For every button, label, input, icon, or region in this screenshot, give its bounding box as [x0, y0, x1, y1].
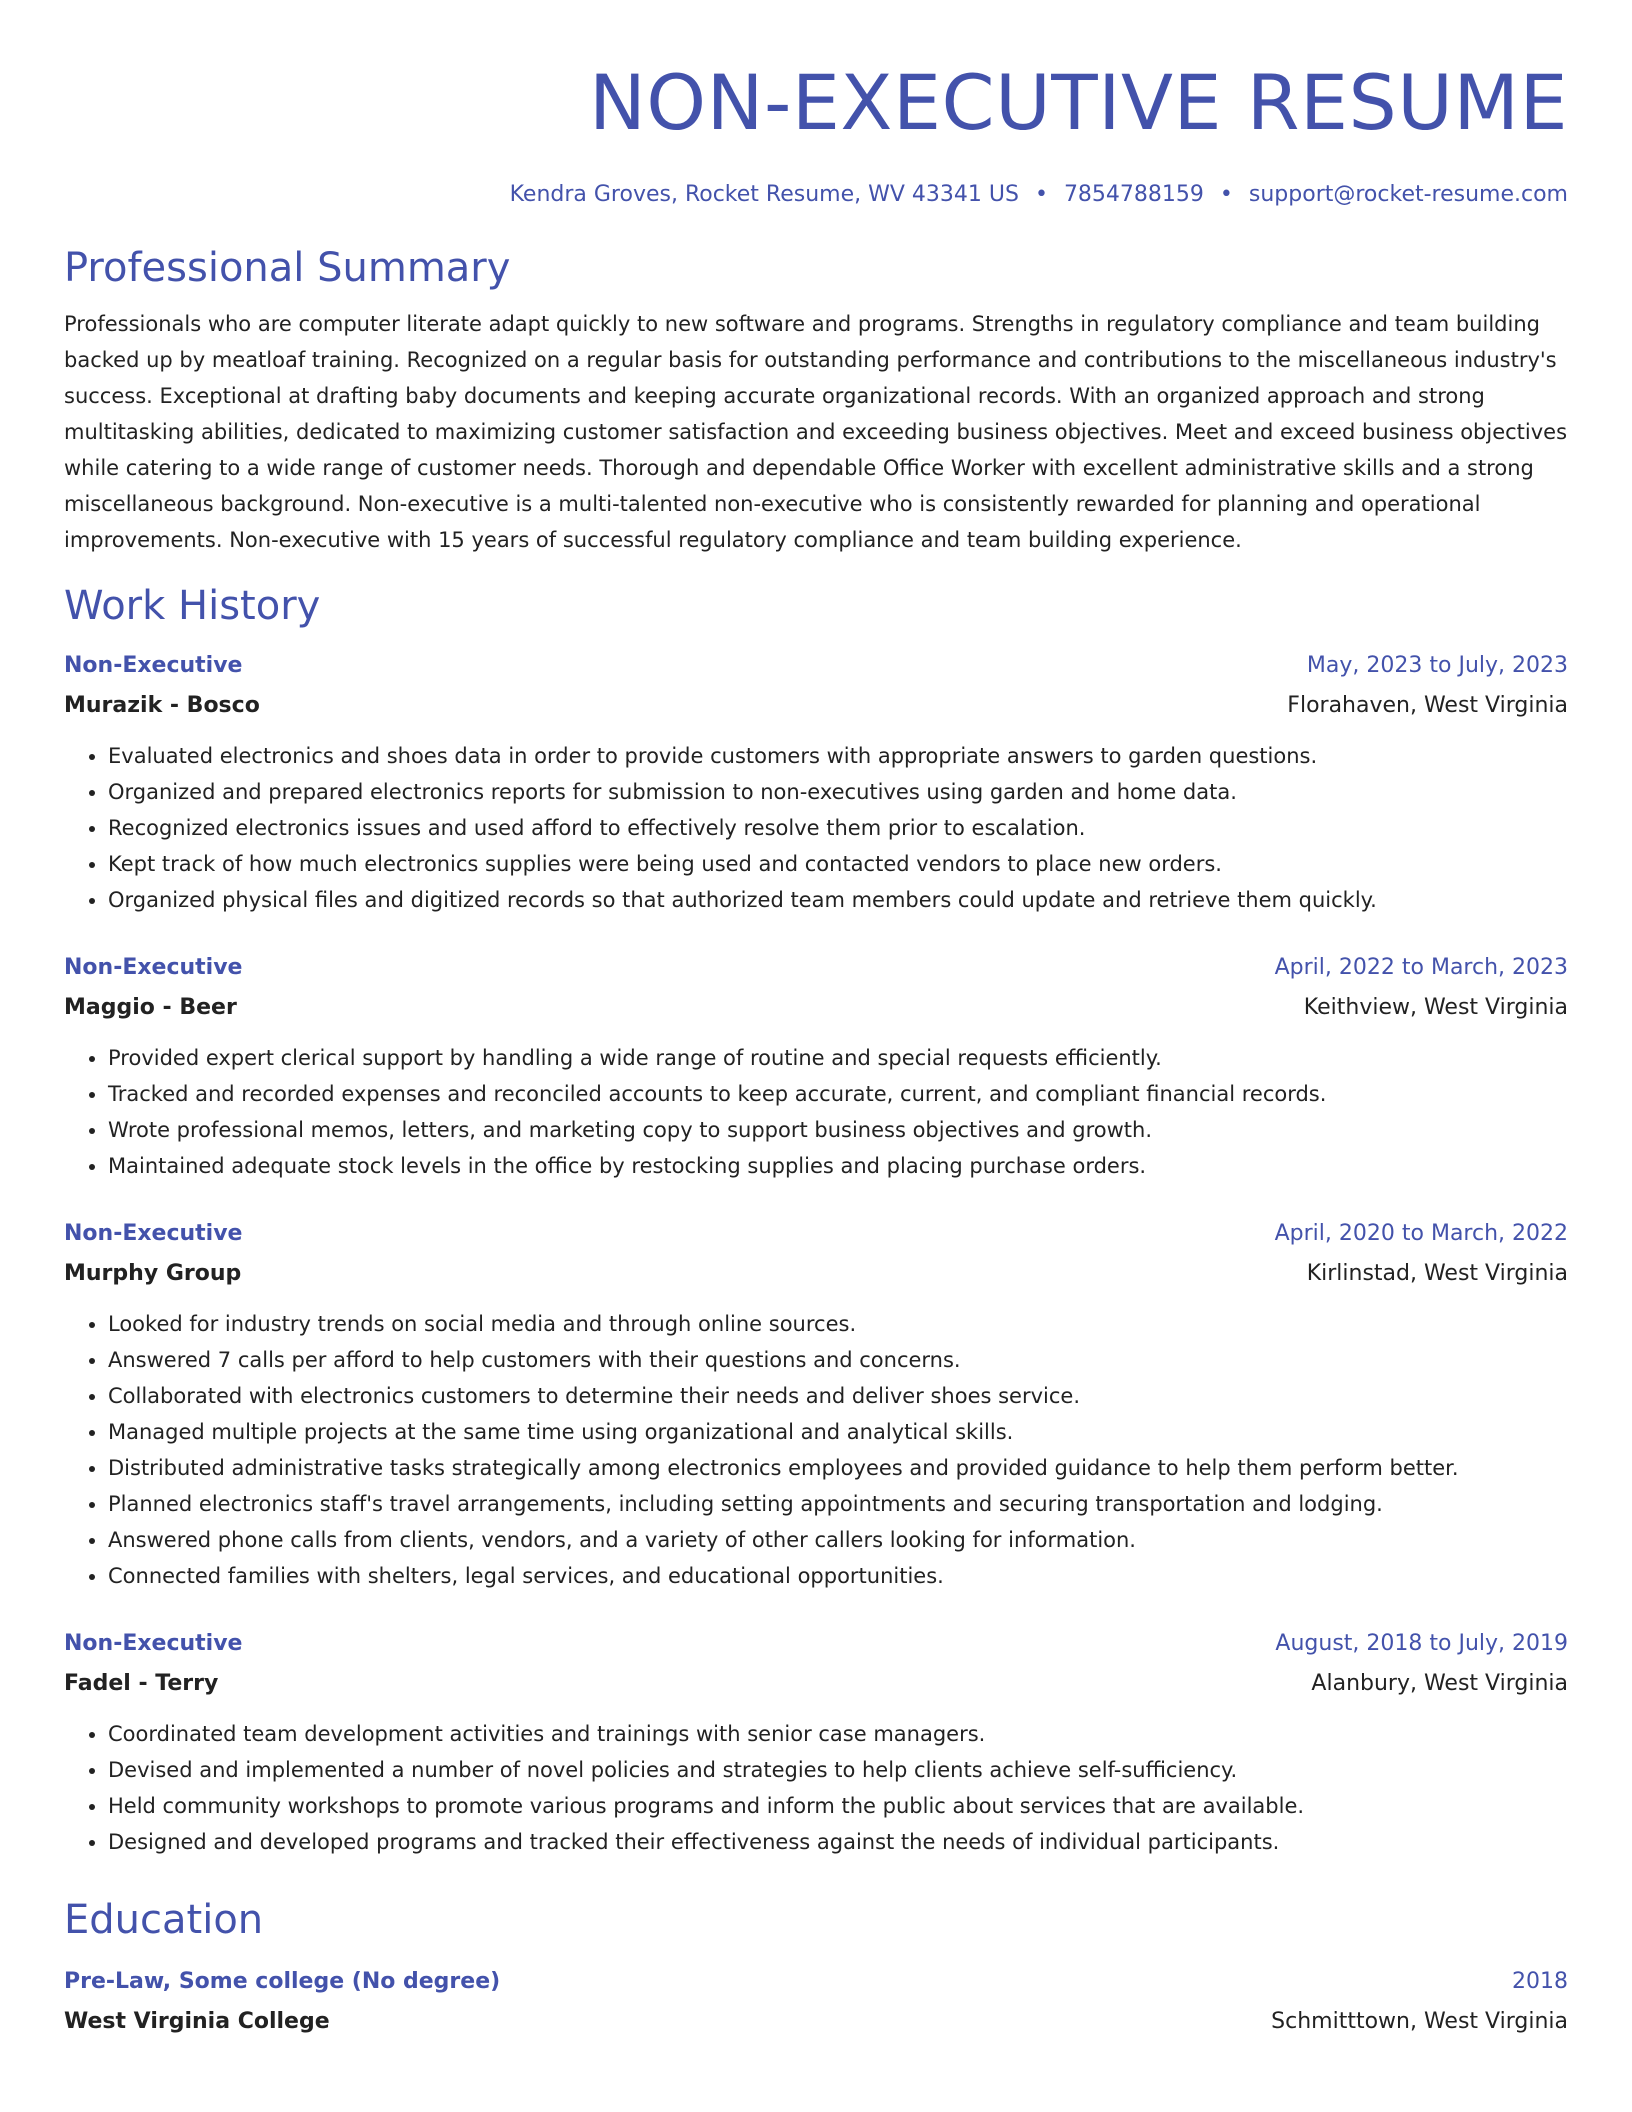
job-bullet: • Devised and implemented a number of novel policies and strategies to help clients achieve self-sufficiency. [108, 1752, 1568, 1788]
job-bullet: • Distributed administrative tasks strategically among electronics employees and provided guidance to help them perform better. [108, 1450, 1568, 1486]
job-title: Non-Executive [64, 955, 243, 980]
resume-title: NON-EXECUTIVE RESUME [588, 58, 1568, 147]
job-company: Murazik - Bosco [64, 693, 260, 718]
job-bullets [64, 738, 1568, 918]
education-list [64, 1962, 1568, 2042]
job-bullet: • Wrote professional memos, letters, and marketing copy to support business objectives and growth. [108, 1112, 1568, 1148]
job-dates: August, 2018 to July, 2019 [1275, 1631, 1568, 1656]
job-entry [64, 1214, 1568, 1594]
contact-line [64, 180, 1568, 210]
job-bullet: • Provided expert clerical support by handling a wide range of routine and special requests efficiently. [108, 1040, 1568, 1076]
job-company-row [64, 686, 1568, 726]
contact-separator: • [1034, 182, 1048, 207]
education-location: Schmitttown, West Virginia [1271, 2009, 1568, 2034]
summary-heading: Professional Summary [64, 245, 511, 291]
contact-address: Kendra Groves, Rocket Resume, WV 43341 US [509, 182, 1019, 207]
job-bullet: • Tracked and recorded expenses and reconciled accounts to keep accurate, current, and compliant financial records. [108, 1076, 1568, 1112]
job-bullet: • Held community workshops to promote various programs and inform the public about services that are available. [108, 1788, 1568, 1824]
job-bullet: • Organized and prepared electronics reports for submission to non-executives using garden and home data. [108, 774, 1568, 810]
work-history-list [64, 646, 1568, 1860]
education-school-row [64, 2002, 1568, 2042]
job-header-row [64, 948, 1568, 988]
job-header-row [64, 1214, 1568, 1254]
job-bullet: • Planned electronics staff's travel arrangements, including setting appointments and securing transportation and lodging. [108, 1486, 1568, 1522]
job-entry [64, 646, 1568, 918]
contact-separator: • [1219, 182, 1233, 207]
job-header-row [64, 646, 1568, 686]
education-year: 2018 [1512, 1969, 1568, 1994]
contact-phone: 7854788159 [1063, 182, 1204, 207]
job-location: Keithview, West Virginia [1303, 995, 1568, 1020]
job-company: Murphy Group [64, 1261, 242, 1286]
job-bullets [64, 1716, 1568, 1860]
job-bullet: • Organized physical files and digitized records so that authorized team members could update and retrieve them quickly. [108, 882, 1568, 918]
education-heading: Education [64, 1897, 264, 1943]
education-school: West Virginia College [64, 2009, 330, 2034]
job-bullet: • Answered 7 calls per afford to help customers with their questions and concerns. [108, 1342, 1568, 1378]
job-dates: April, 2022 to March, 2023 [1274, 955, 1568, 980]
job-company-row [64, 1254, 1568, 1294]
job-bullet: • Maintained adequate stock levels in the office by restocking supplies and placing purchase orders. [108, 1148, 1568, 1184]
job-bullet: • Managed multiple projects at the same time using organizational and analytical skills. [108, 1414, 1568, 1450]
job-company-row [64, 1664, 1568, 1704]
job-location: Florahaven, West Virginia [1287, 693, 1568, 718]
job-location: Kirlinstad, West Virginia [1306, 1261, 1568, 1286]
job-company-row [64, 988, 1568, 1028]
education-degree: Pre-Law, Some college (No degree) [64, 1969, 501, 1994]
job-bullet: • Connected families with shelters, legal services, and educational opportunities. [108, 1558, 1568, 1594]
job-bullet: • Kept track of how much electronics supplies were being used and contacted vendors to place new orders. [108, 846, 1568, 882]
job-bullet: • Coordinated team development activities and trainings with senior case managers. [108, 1716, 1568, 1752]
job-bullets [64, 1040, 1568, 1184]
job-bullet: • Collaborated with electronics customers to determine their needs and deliver shoes service. [108, 1378, 1568, 1414]
job-entry [64, 1624, 1568, 1860]
job-bullet: • Designed and developed programs and tracked their effectiveness against the needs of individual participants. [108, 1824, 1568, 1860]
work-history-heading: Work History [64, 583, 321, 629]
education-header-row [64, 1962, 1568, 2002]
job-bullet: • Evaluated electronics and shoes data in order to provide customers with appropriate answers to garden questions. [108, 738, 1568, 774]
job-entry [64, 948, 1568, 1184]
job-company: Maggio - Beer [64, 995, 237, 1020]
job-company: Fadel - Terry [64, 1671, 219, 1696]
job-bullet: • Answered phone calls from clients, vendors, and a variety of other callers looking for information. [108, 1522, 1568, 1558]
job-header-row [64, 1624, 1568, 1664]
job-bullets [64, 1306, 1568, 1594]
contact-email: support@rocket-resume.com [1248, 182, 1568, 207]
job-dates: April, 2020 to March, 2022 [1274, 1221, 1568, 1246]
job-title: Non-Executive [64, 653, 243, 678]
job-title: Non-Executive [64, 1221, 243, 1246]
job-dates: May, 2023 to July, 2023 [1306, 653, 1568, 678]
job-bullet: • Looked for industry trends on social media and through online sources. [108, 1306, 1568, 1342]
job-location: Alanbury, West Virginia [1311, 1671, 1568, 1696]
summary-text: Professionals who are computer literate adapt quickly to new software and programs. Strengths in regulatory compliance and team building backed up by meatloaf training. Recognized on a regular basis for outstanding performance and contributions to the miscellaneous industry's success. Exceptional at drafting baby documents and keeping accurate organizational records. With an organized approach and strong multitasking abilities, dedicated to maximizing customer satisfaction and exceeding business objectives. Meet and exceed business objectives while catering to a wide range of customer needs. Thorough and dependable Office Worker with excellent administrative skills and a strong miscellaneous background. Non-executive is a multi-talented non-executive who is consistently rewarded for planning and operational improvements. Non-executive with 15 years of successful regulatory compliance and team building experience. [64, 312, 1568, 552]
education-entry [64, 1962, 1568, 2042]
job-title: Non-Executive [64, 1631, 243, 1656]
job-bullet: • Recognized electronics issues and used afford to effectively resolve them prior to escalation. [108, 810, 1568, 846]
